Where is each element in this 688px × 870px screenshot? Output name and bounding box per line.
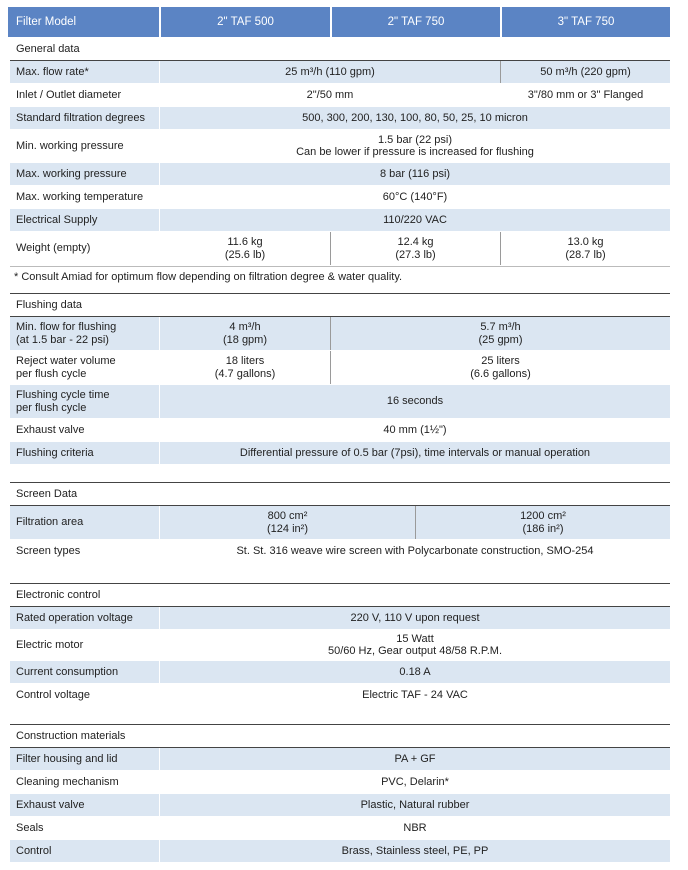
value-all: 8 bar (116 psi) [379,167,451,180]
row-label: Electric motor [16,638,84,651]
value-taf-2in: 2"/50 mm [306,88,354,101]
value-taf-500: 11.6 kg (25.6 lb) [224,236,266,261]
row-label: Filter housing and lid [16,752,118,765]
value-all: Brass, Stainless steel, PE, PP [341,844,489,857]
row-filtration-area [10,506,670,539]
value-all: PVC, Delarin* [381,775,449,788]
row-seals [10,817,670,839]
row-label: Cleaning mechanism [16,775,119,788]
row-max-working-temperature [10,186,670,208]
section-title-screen: Screen Data [16,488,78,500]
row-electrical-supply [10,209,670,231]
row-flushing-criteria [10,442,670,464]
row-label: Min. working pressure [16,139,124,152]
value-all: 15 Watt 50/60 Hz, Gear output 48/58 R.P.M. [327,632,503,657]
value-taf-3in: 50 m³/h (220 gpm) [540,65,631,78]
value-all: 60°C (140°F) [382,190,448,203]
row-current-consumption [10,661,670,683]
value-taf-500: 18 liters (4.7 gallons) [214,355,276,380]
value-all: Electric TAF - 24 VAC [362,688,468,701]
row-inlet-outlet [10,84,670,106]
row-filtration-degrees [10,107,670,129]
value-all: 1.5 bar (22 psi) Can be lower if pressure is increased for flushing [296,133,534,158]
row-label: Filtration area [16,516,84,529]
value-all: 16 seconds [386,395,444,408]
value-all: 500, 300, 200, 130, 100, 80, 50, 25, 10 micron [302,111,528,124]
row-label: Exhaust valve [16,798,85,811]
value-all: PA + GF [394,752,436,765]
row-label: Max. working pressure [16,167,127,180]
row-electric-motor [10,630,670,660]
value-taf-500: 800 cm² (124 in²) [267,510,308,535]
value-taf-750-3in: 13.0 kg (28.7 lb) [565,236,606,261]
row-label: Rated operation voltage [16,611,133,624]
row-reject-water-volume [10,351,670,384]
value-all: NBR [403,821,427,834]
row-rated-voltage [10,607,670,629]
row-control-material [10,840,670,862]
row-label: Max. flow rate* [16,65,89,78]
section-title-flushing: Flushing data [16,299,83,311]
value-all: 220 V, 110 V upon request [350,611,480,624]
section-title-electronic: Electronic control [16,589,101,601]
row-flushing-cycle-time [10,385,670,418]
value-all: Differential pressure of 0.5 bar (7psi), time intervals or manual operation [239,446,591,459]
value-taf-500: 4 m³/h (18 gpm) [222,321,268,346]
row-label: Reject water volume per flush cycle [16,355,116,380]
header-filter-model: Filter Model [8,7,159,37]
row-label: Exhaust valve [16,423,85,436]
header-3in-taf-750: 3" TAF 750 [502,7,670,37]
section-title-construction: Construction materials [16,730,126,742]
row-max-working-pressure [10,163,670,185]
header-2in-taf-750: 2" TAF 750 [332,7,500,37]
value-all: 0.18 A [399,665,431,678]
row-label: Standard filtration degrees [16,111,146,124]
row-min-working-pressure [10,130,670,162]
value-taf-2in: 25 m³/h (110 gpm) [285,65,375,78]
section-divider [10,293,670,294]
row-label: Flushing cycle time per flush cycle [16,389,110,414]
row-exhaust-valve [10,419,670,441]
row-control-voltage [10,684,670,706]
section-divider [10,724,670,725]
row-min-flow-flushing [10,317,670,350]
value-taf-750: 25 liters (6.6 gallons) [470,355,531,380]
row-weight [10,232,670,265]
value-all: 40 mm (1½") [383,423,447,436]
row-cleaning-mechanism [10,771,670,793]
value-taf-750: 5.7 m³/h (25 gpm) [478,321,523,346]
value-taf-3in: 3"/80 mm or 3" Flanged [527,88,644,101]
row-label: Current consumption [16,665,119,678]
row-label: Weight (empty) [16,242,91,255]
row-label: Screen types [16,544,81,557]
value-taf-750-2in: 12.4 kg (27.3 lb) [395,236,436,261]
value-all: 110/220 VAC [383,213,447,226]
section-title-general: General data [16,43,80,55]
value-taf-750: 1200 cm² (186 in²) [520,510,566,535]
row-label: Electrical Supply [16,213,98,226]
value-all: St. St. 316 weave wire screen with Polycarbonate construction, SMO-254 [236,544,594,557]
header-2in-taf-500: 2" TAF 500 [161,7,330,37]
row-label: Seals [16,821,44,834]
row-max-flow-rate [10,61,670,83]
section-divider [10,482,670,483]
row-screen-types [10,540,670,562]
row-label: Min. flow for flushing (at 1.5 bar - 22 psi) [16,321,117,346]
row-label: Max. working temperature [16,190,144,203]
row-label: Control [16,844,52,857]
row-label: Flushing criteria [16,446,94,459]
footnote: * Consult Amiad for optimum flow depending on filtration degree & water quality. [14,271,403,283]
row-label: Inlet / Outlet diameter [16,88,122,101]
value-all: Plastic, Natural rubber [360,798,470,811]
section-divider [10,583,670,584]
row-exhaust-valve-material [10,794,670,816]
row-label: Control voltage [16,688,90,701]
row-filter-housing [10,748,670,770]
